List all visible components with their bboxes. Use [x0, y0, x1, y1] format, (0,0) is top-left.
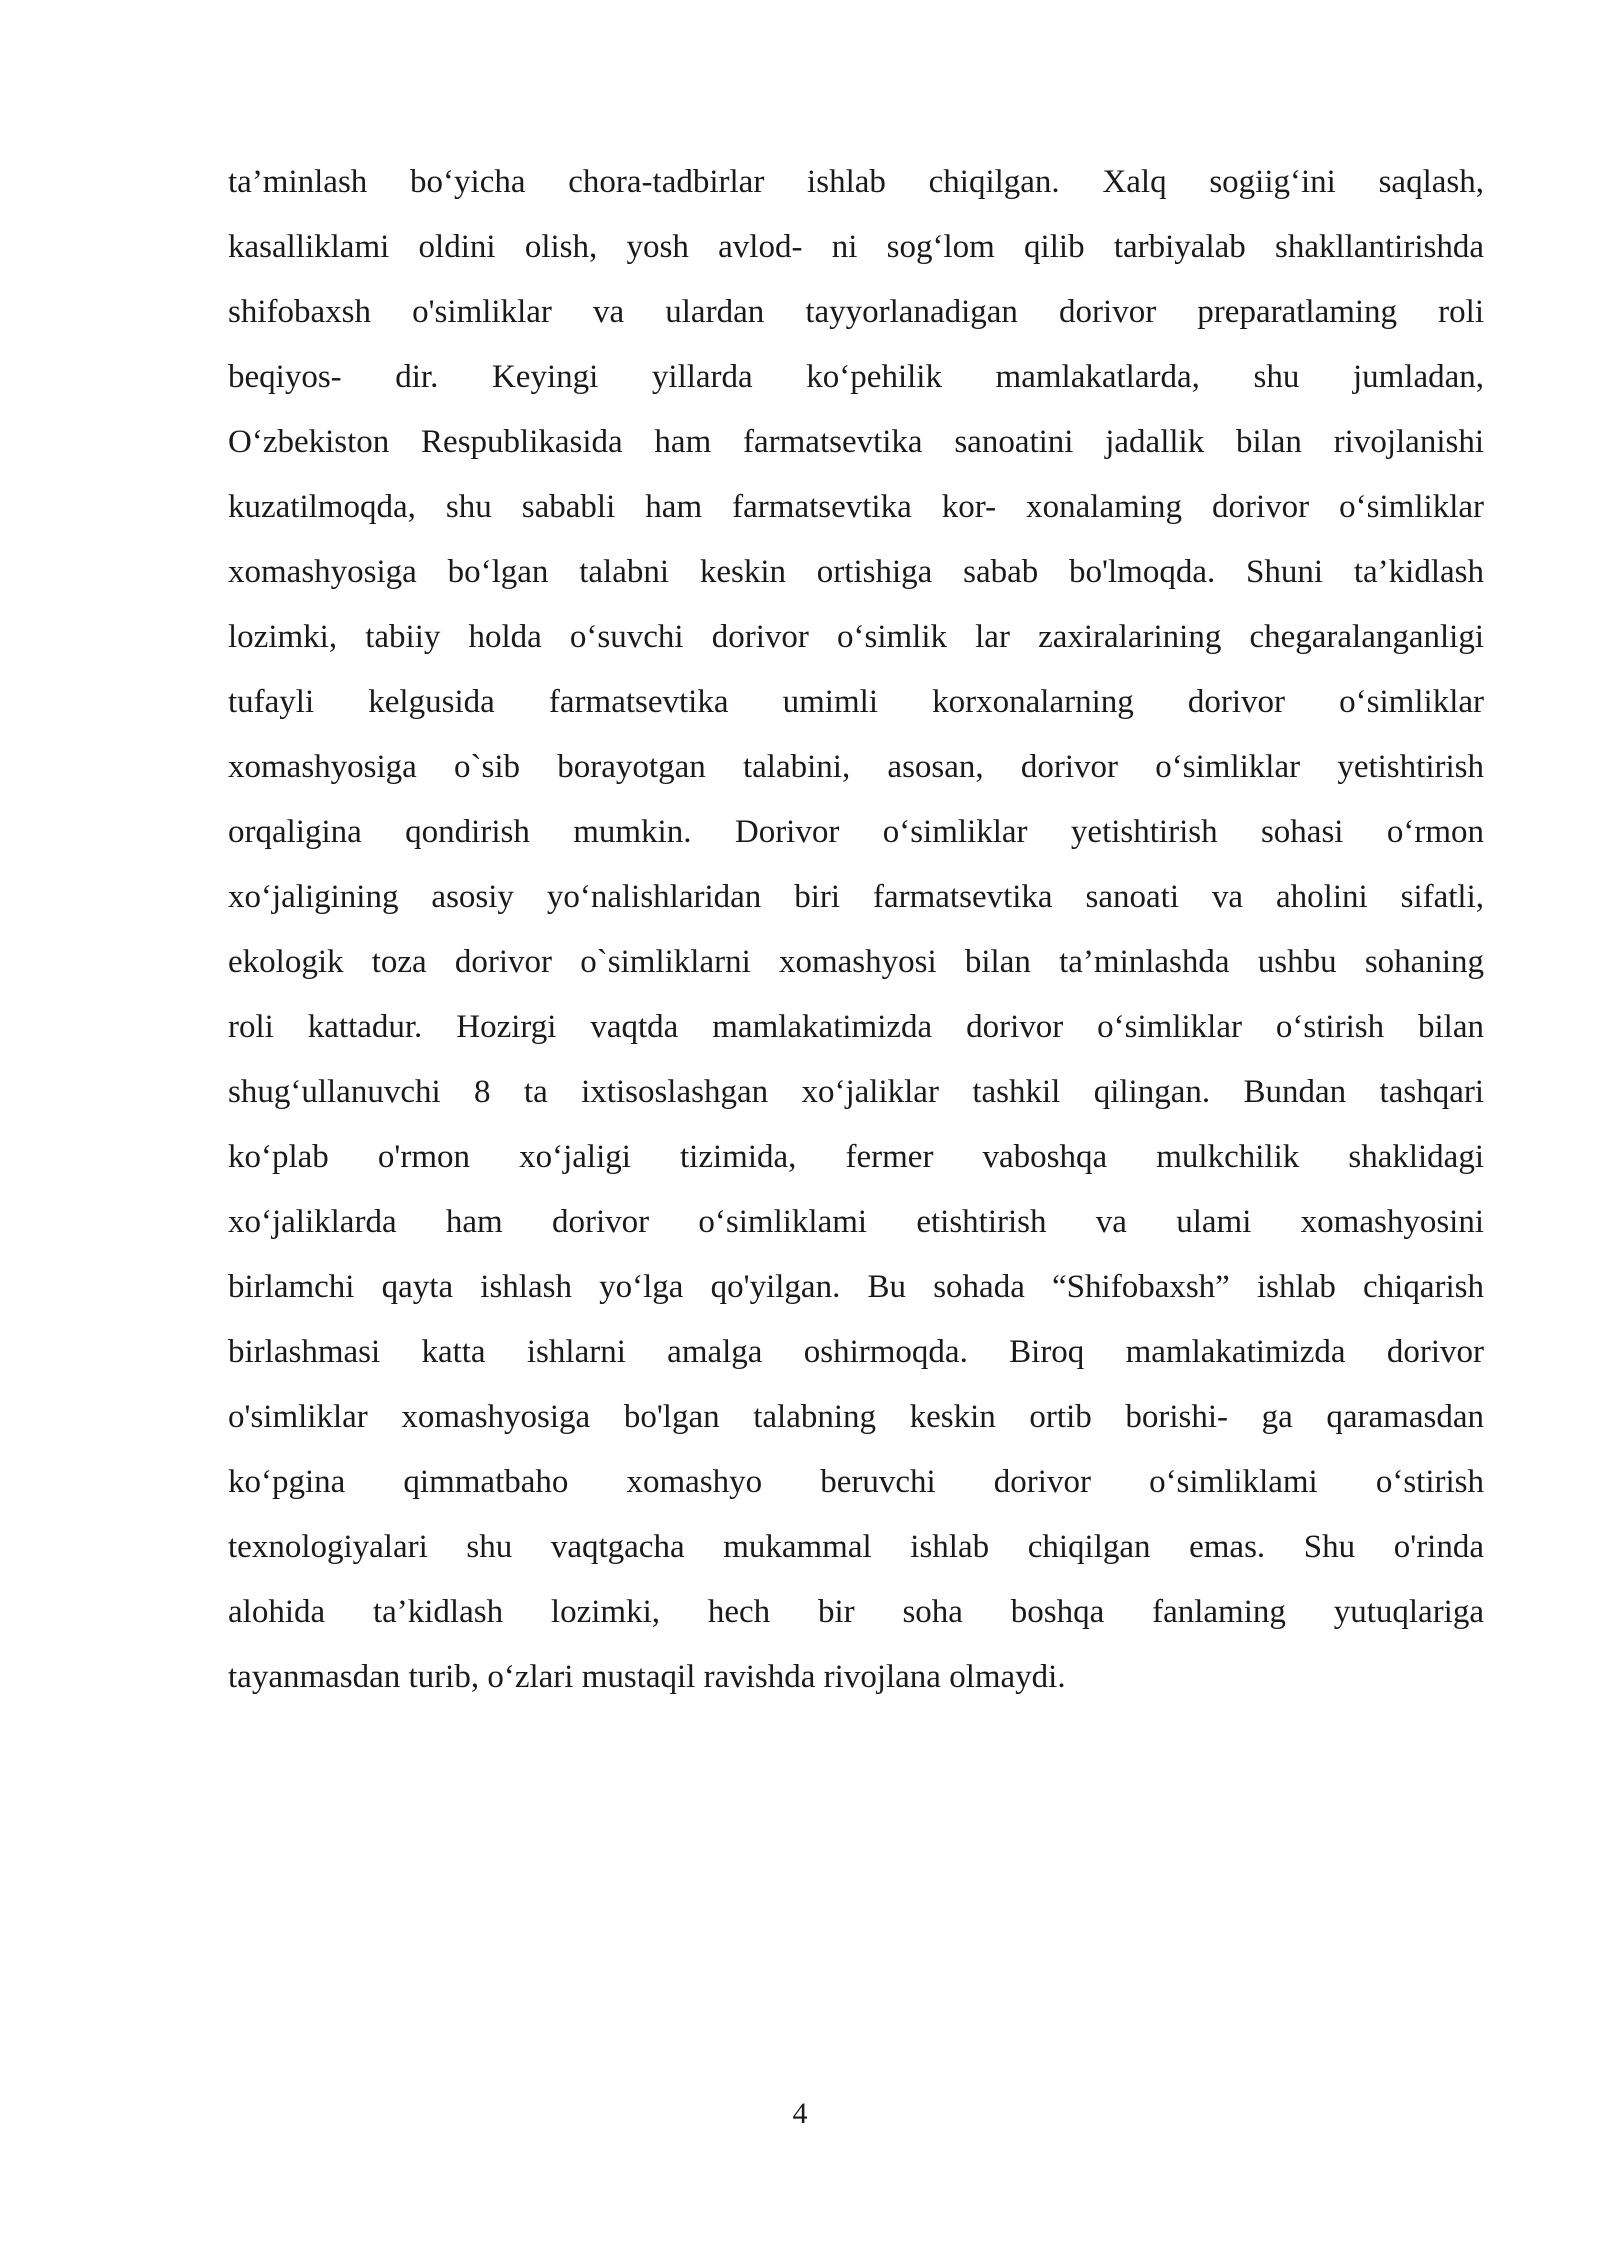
paragraph-line-20: o'simliklar xomashyosiga bo'lgan talabning keskin ortib borishi- ga qaramasdan — [228, 1399, 1484, 1435]
paragraph-line-18: birlamchi qayta ishlash yo‘lga qo'yilgan. Bu sohada “Shifobaxsh” ishlab chiqarish — [228, 1269, 1484, 1305]
paragraph-line-4: beqiyos- dir. Keyingi yillarda ko‘pehilik mamlakatlarda, shu jumladan, — [228, 359, 1484, 395]
paragraph-line-5: O‘zbekiston Respublikasida ham farmatsevtika sanoatini jadallik bilan rivojlanishi — [228, 424, 1484, 460]
paragraph-line-1: ta’minlash bo‘yicha chora-tadbirlar ishlab chiqilgan. Xalq sogiig‘ini saqlash, — [228, 164, 1484, 200]
paragraph-line-17: xo‘jaliklarda ham dorivor o‘simliklami etishtirish va ulami xomashyosini — [228, 1204, 1484, 1240]
paragraph-line-12: xo‘jaligining asosiy yo‘nalishlaridan biri farmatsevtika sanoati va aholini sifatli, — [228, 879, 1484, 915]
paragraph-line-14: roli kattadur. Hozirgi vaqtda mamlakatimizda dorivor o‘simliklar o‘stirish bilan — [228, 1009, 1484, 1045]
paragraph-line-7: xomashyosiga bo‘lgan talabni keskin ortishiga sabab bo'lmoqda. Shuni ta’kidlash — [228, 554, 1484, 590]
paragraph-line-15: shug‘ullanuvchi 8 ta ixtisoslashgan xo‘jaliklar tashkil qilingan. Bundan tashqari — [228, 1074, 1484, 1110]
paragraph-line-3: shifobaxsh o'simliklar va ulardan tayyorlanadigan dorivor preparatlaming roli — [228, 294, 1484, 330]
paragraph-line-13: ekologik toza dorivor o`simliklarni xomashyosi bilan ta’minlashda ushbu sohaning — [228, 944, 1484, 980]
paragraph-line-21: ko‘pgina qimmatbaho xomashyo beruvchi dorivor o‘simliklami o‘stirish — [228, 1464, 1484, 1500]
body-paragraph — [228, 150, 1484, 1710]
paragraph-line-6: kuzatilmoqda, shu sababli ham farmatsevtika kor- xonalaming dorivor o‘simliklar — [228, 489, 1484, 525]
paragraph-line-8: lozimki, tabiiy holda o‘suvchi dorivor o‘simlik lar zaxiralarining chegaralanganligi — [228, 619, 1484, 655]
paragraph-line-2: kasalliklami oldini olish, yosh avlod- ni sog‘lom qilib tarbiyalab shakllantirishda — [228, 229, 1484, 265]
paragraph-line-16: ko‘plab o'rmon xo‘jaligi tizimida, fermer vaboshqa mulkchilik shaklidagi — [228, 1139, 1484, 1175]
page-number: 4 — [792, 2097, 808, 2130]
paragraph-line-22: texnologiyalari shu vaqtgacha mukammal ishlab chiqilgan emas. Shu o'rinda — [228, 1529, 1484, 1565]
paragraph-line-23: alohida ta’kidlash lozimki, hech bir soha boshqa fanlaming yutuqlariga — [228, 1594, 1484, 1630]
paragraph-line-10: xomashyosiga o`sib borayotgan talabini, asosan, dorivor o‘simliklar yetishtirish — [228, 749, 1484, 785]
paragraph-line-19: birlashmasi katta ishlarni amalga oshirmoqda. Biroq mamlakatimizda dorivor — [228, 1334, 1484, 1370]
paragraph-line-9: tufayli kelgusida farmatsevtika umimli korxonalarning dorivor o‘simliklar — [228, 684, 1484, 720]
paragraph-line-11: orqaligina qondirish mumkin. Dorivor o‘simliklar yetishtirish sohasi o‘rmon — [228, 814, 1484, 850]
paragraph-line-24: tayanmasdan turib, o‘zlari mustaqil ravishda rivojlana olmaydi. — [228, 1659, 1066, 1695]
